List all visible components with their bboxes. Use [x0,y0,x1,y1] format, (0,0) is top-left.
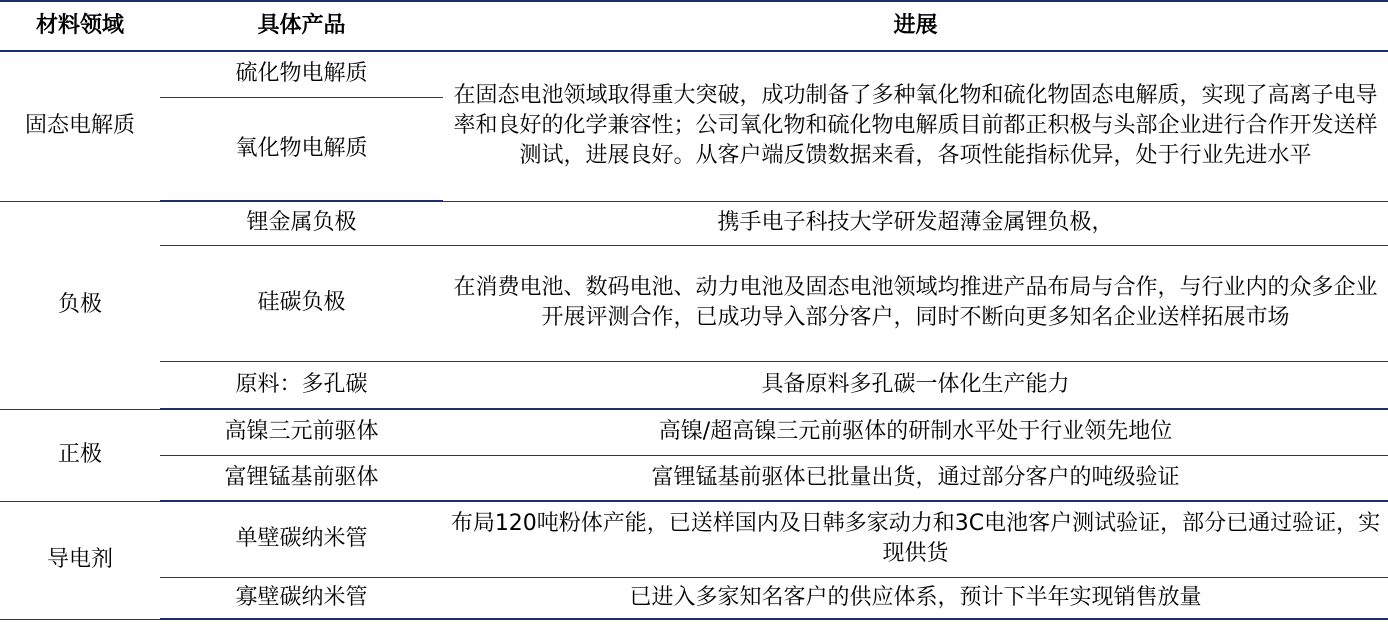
table-row [0,201,1388,245]
table-row [0,51,1388,97]
product-cell: 硅碳负极 [160,245,443,361]
domain-cell: 导电剂 [0,501,160,619]
header-product: 具体产品 [160,1,443,51]
table-row [0,361,1388,409]
progress-cell: 在固态电池领域取得重大突破，成功制备了多种氧化物和硫化物固态电解质，实现了高离子电导率和良好的化学兼容性；公司氧化物和硫化物电解质目前都正积极与头部企业进行合作开发送样测试，进展良好。从客户端反馈数据来看，各项性能指标优异，处于行业先进水平 [443,51,1388,201]
table-row [0,455,1388,501]
progress-cell: 富锂锰基前驱体已批量出货，通过部分客户的吨级验证 [443,455,1388,501]
product-cell: 富锂锰基前驱体 [160,455,443,501]
progress-cell: 在消费电池、数码电池、动力电池及固态电池领域均推进产品布局与合作，与行业内的众多企业开展评测合作，已成功导入部分客户，同时不断向更多知名企业送样拓展市场 [443,245,1388,361]
progress-cell: 具备原料多孔碳一体化生产能力 [443,361,1388,409]
product-cell: 原料：多孔碳 [160,361,443,409]
product-cell: 锂金属负极 [160,201,443,245]
header-row [0,1,1388,51]
product-cell: 单壁碳纳米管 [160,501,443,577]
product-cell: 硫化物电解质 [160,51,443,97]
domain-cell: 固态电解质 [0,51,160,201]
progress-cell: 携手电子科技大学研发超薄金属锂负极， [443,201,1388,245]
header-domain: 材料领域 [0,1,160,51]
table-row [0,577,1388,619]
progress-cell: 已进入多家知名客户的供应体系，预计下半年实现销售放量 [443,577,1388,619]
table-row [0,501,1388,577]
table-row [0,245,1388,361]
progress-cell: 高镍/超高镍三元前驱体的研制水平处于行业领先地位 [443,409,1388,455]
header-progress: 进展 [443,1,1388,51]
product-cell: 氧化物电解质 [160,97,443,201]
progress-cell: 布局120吨粉体产能，已送样国内及日韩多家动力和3C电池客户测试验证，部分已通过验证，实现供货 [443,501,1388,577]
product-cell: 寡壁碳纳米管 [160,577,443,619]
domain-cell: 正极 [0,409,160,501]
domain-cell: 负极 [0,201,160,409]
product-cell: 高镍三元前驱体 [160,409,443,455]
table-row [0,409,1388,455]
